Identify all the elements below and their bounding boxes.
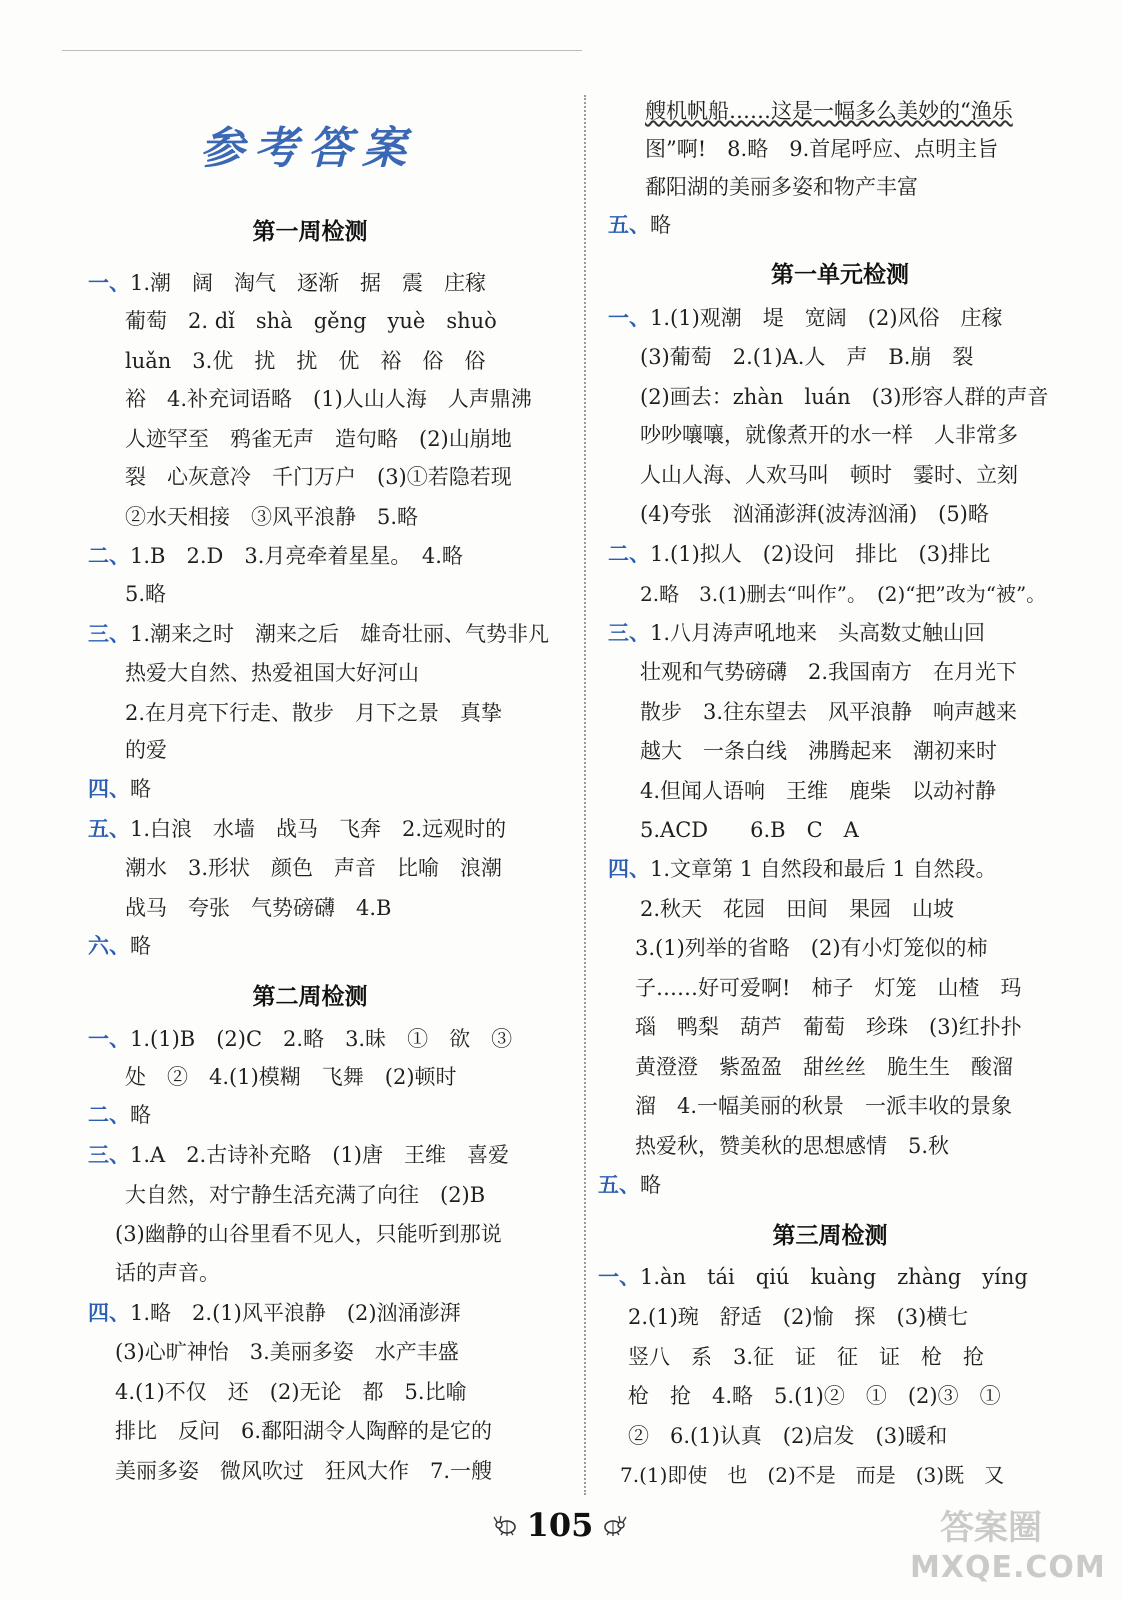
answer-line: 四、略 — [88, 777, 151, 801]
section-heading-week2: 第二周检测 — [252, 984, 368, 1010]
answer-line: 壮观和气势磅礴 2.我国南方 在月光下 — [640, 660, 1018, 684]
page-footer — [480, 1505, 640, 1545]
answer-line: 枪 抢 4.略 5.(1)② ① (2)③ ① — [628, 1384, 1001, 1408]
answer-line: 五、略 — [608, 213, 671, 237]
top-rule — [62, 50, 582, 51]
answer-line: 话的声音。 — [115, 1261, 220, 1285]
section-heading-unit1: 第一单元检测 — [771, 262, 909, 288]
answer-line: 4.(1)不仅 还 (2)无论 都 5.比喻 — [115, 1380, 467, 1404]
answer-line: 散步 3.往东望去 风平浪静 响声越来 — [640, 700, 1018, 724]
answer-line: 四、1.略 2.(1)风平浪静 (2)汹涌澎湃 — [88, 1301, 461, 1325]
answer-line: 处 ② 4.(1)模糊 飞舞 (2)顿时 — [125, 1065, 457, 1089]
answer-line: 一、1.àn tái qiú kuàng zhàng yíng — [598, 1265, 1028, 1289]
answer-line: 一、1.潮 阔 淘气 逐渐 据 震 庄稼 — [88, 271, 487, 295]
answer-line: 2.略 3.(1)删去“叫作”。 (2)“把”改为“被”。 — [640, 582, 1047, 606]
answer-line: 艘机帆船……这是一幅多么美妙的“渔乐 — [645, 99, 1013, 123]
beetle-icon — [601, 1514, 627, 1536]
answer-line: 六、略 — [88, 934, 151, 958]
answer-line: 大自然，对宁静生活充满了向往 (2)B — [125, 1183, 486, 1207]
answer-line: 黄澄澄 紫盈盈 甜丝丝 脆生生 酸溜 — [635, 1055, 1013, 1079]
answer-line: 子……好可爱啊! 柿子 灯笼 山楂 玛 — [635, 976, 1022, 1000]
answer-line: 吵吵嚷嚷，就像煮开的水一样 人非常多 — [640, 423, 1018, 447]
answer-line: 瑙 鸭梨 葫芦 葡萄 珍珠 (3)红扑扑 — [635, 1015, 1022, 1039]
answer-line: 葡萄 2. dǐ shà gěng yuè shuò — [125, 309, 497, 333]
answer-line: ②水天相接 ③风平浪静 5.略 — [125, 505, 419, 529]
section-heading-week1: 第一周检测 — [252, 219, 368, 245]
watermark-logo: 答案圈 — [940, 1508, 1042, 1548]
answer-line: 越大 一条白线 沸腾起来 潮初来时 — [640, 739, 997, 763]
answer-line: 美丽多姿 微风吹过 狂风大作 7.一艘 — [115, 1459, 493, 1483]
answer-line: 三、1.八月涛声吼地来 头高数丈触山回 — [608, 621, 986, 645]
answer-line: (2)画去：zhàn luán (3)形容人群的声音 — [640, 385, 1049, 409]
answer-line: 排比 反问 6.鄱阳湖令人陶醉的是它的 — [115, 1419, 493, 1443]
answer-line: 图”啊! 8.略 9.首尾呼应、点明主旨 — [645, 137, 999, 161]
answer-line: 五、1.白浪 水墙 战马 飞奔 2.远观时的 — [88, 817, 507, 841]
answer-line: (3)幽静的山谷里看不见人，只能听到那说 — [115, 1222, 502, 1246]
page-number: 105 — [526, 1506, 594, 1544]
answer-line: (4)夸张 汹涌澎湃(波涛汹涌) (5)略 — [640, 502, 989, 526]
watermark-url: MXQE.COM — [910, 1550, 1106, 1585]
beetle-icon — [493, 1514, 519, 1536]
answer-line: (3)葡萄 2.(1)A.人 声 B.崩 裂 — [640, 345, 974, 369]
answer-line: 五、略 — [598, 1173, 661, 1197]
answer-line: 三、1.A 2.古诗补充略 (1)唐 王维 喜爱 — [88, 1143, 509, 1167]
answer-line: 竖八 系 3.征 证 征 证 枪 抢 — [628, 1345, 985, 1369]
answer-line: 三、1.潮来之时 潮来之后 雄奇壮丽、气势非凡 — [88, 622, 550, 646]
answer-line: ② 6.(1)认真 (2)启发 (3)暖和 — [628, 1424, 948, 1448]
answer-line: 战马 夸张 气势磅礴 4.B — [125, 896, 392, 920]
answer-line: 二、1.B 2.D 3.月亮牵着星星。 4.略 — [88, 544, 463, 568]
answer-line: 2.秋天 花园 田间 果园 山坡 — [640, 897, 955, 921]
answer-line: 人山人海、人欢马叫 顿时 霎时、立刻 — [640, 463, 1018, 487]
answer-line: 2.(1)琬 舒适 (2)愉 探 (3)横七 — [628, 1305, 969, 1329]
answer-line: 5.ACD 6.B C A — [640, 818, 859, 842]
answer-line: 人迹罕至 鸦雀无声 造句略 (2)山崩地 — [125, 427, 512, 451]
answer-line: 裂 心灰意冷 千门万户 (3)①若隐若现 — [125, 465, 512, 489]
answer-line: 热爱秋，赞美秋的思想感情 5.秋 — [635, 1134, 950, 1158]
page-title: 参考答案 — [200, 123, 416, 174]
watermark — [910, 1500, 1110, 1595]
answer-line: 鄱阳湖的美丽多姿和物产丰富 — [645, 175, 918, 199]
answer-line: (3)心旷神怡 3.美丽多姿 水产丰盛 — [115, 1340, 459, 1364]
answer-line: 潮水 3.形状 颜色 声音 比喻 浪潮 — [125, 856, 503, 880]
answer-line: 一、1.(1)观潮 堤 宽阔 (2)风俗 庄稼 — [608, 306, 1003, 330]
column-divider — [584, 95, 586, 1495]
answer-line: 5.略 — [125, 582, 167, 606]
answer-line: 一、1.(1)B (2)C 2.略 3.昧 ① 欲 ③ — [88, 1027, 513, 1051]
answer-line: luǎn 3.优 扰 扰 优 裕 俗 俗 — [125, 349, 486, 373]
answer-line: 四、1.文章第 1 自然段和最后 1 自然段。 — [608, 857, 997, 881]
answer-line: 二、略 — [88, 1103, 151, 1127]
answer-line: 的爱 — [125, 738, 167, 762]
section-heading-week3: 第三周检测 — [772, 1223, 888, 1249]
answer-line: 裕 4.补充词语略 (1)人山人海 人声鼎沸 — [125, 387, 532, 411]
answer-line: 2.在月亮下行走、散步 月下之景 真挚 — [125, 701, 503, 725]
answer-line: 热爱大自然、热爱祖国大好河山 — [125, 661, 419, 685]
answer-line: 7.(1)即使 也 (2)不是 而是 (3)既 又 — [620, 1463, 1005, 1487]
answer-line: 4.但闻人语响 王维 鹿柴 以动衬静 — [640, 779, 997, 803]
answer-line: 溜 4.一幅美丽的秋景 一派丰收的景象 — [635, 1094, 1013, 1118]
answer-line: 3.(1)列举的省略 (2)有小灯笼似的柿 — [635, 936, 988, 960]
answer-line: 二、1.(1)拟人 (2)设问 排比 (3)排比 — [608, 542, 991, 566]
